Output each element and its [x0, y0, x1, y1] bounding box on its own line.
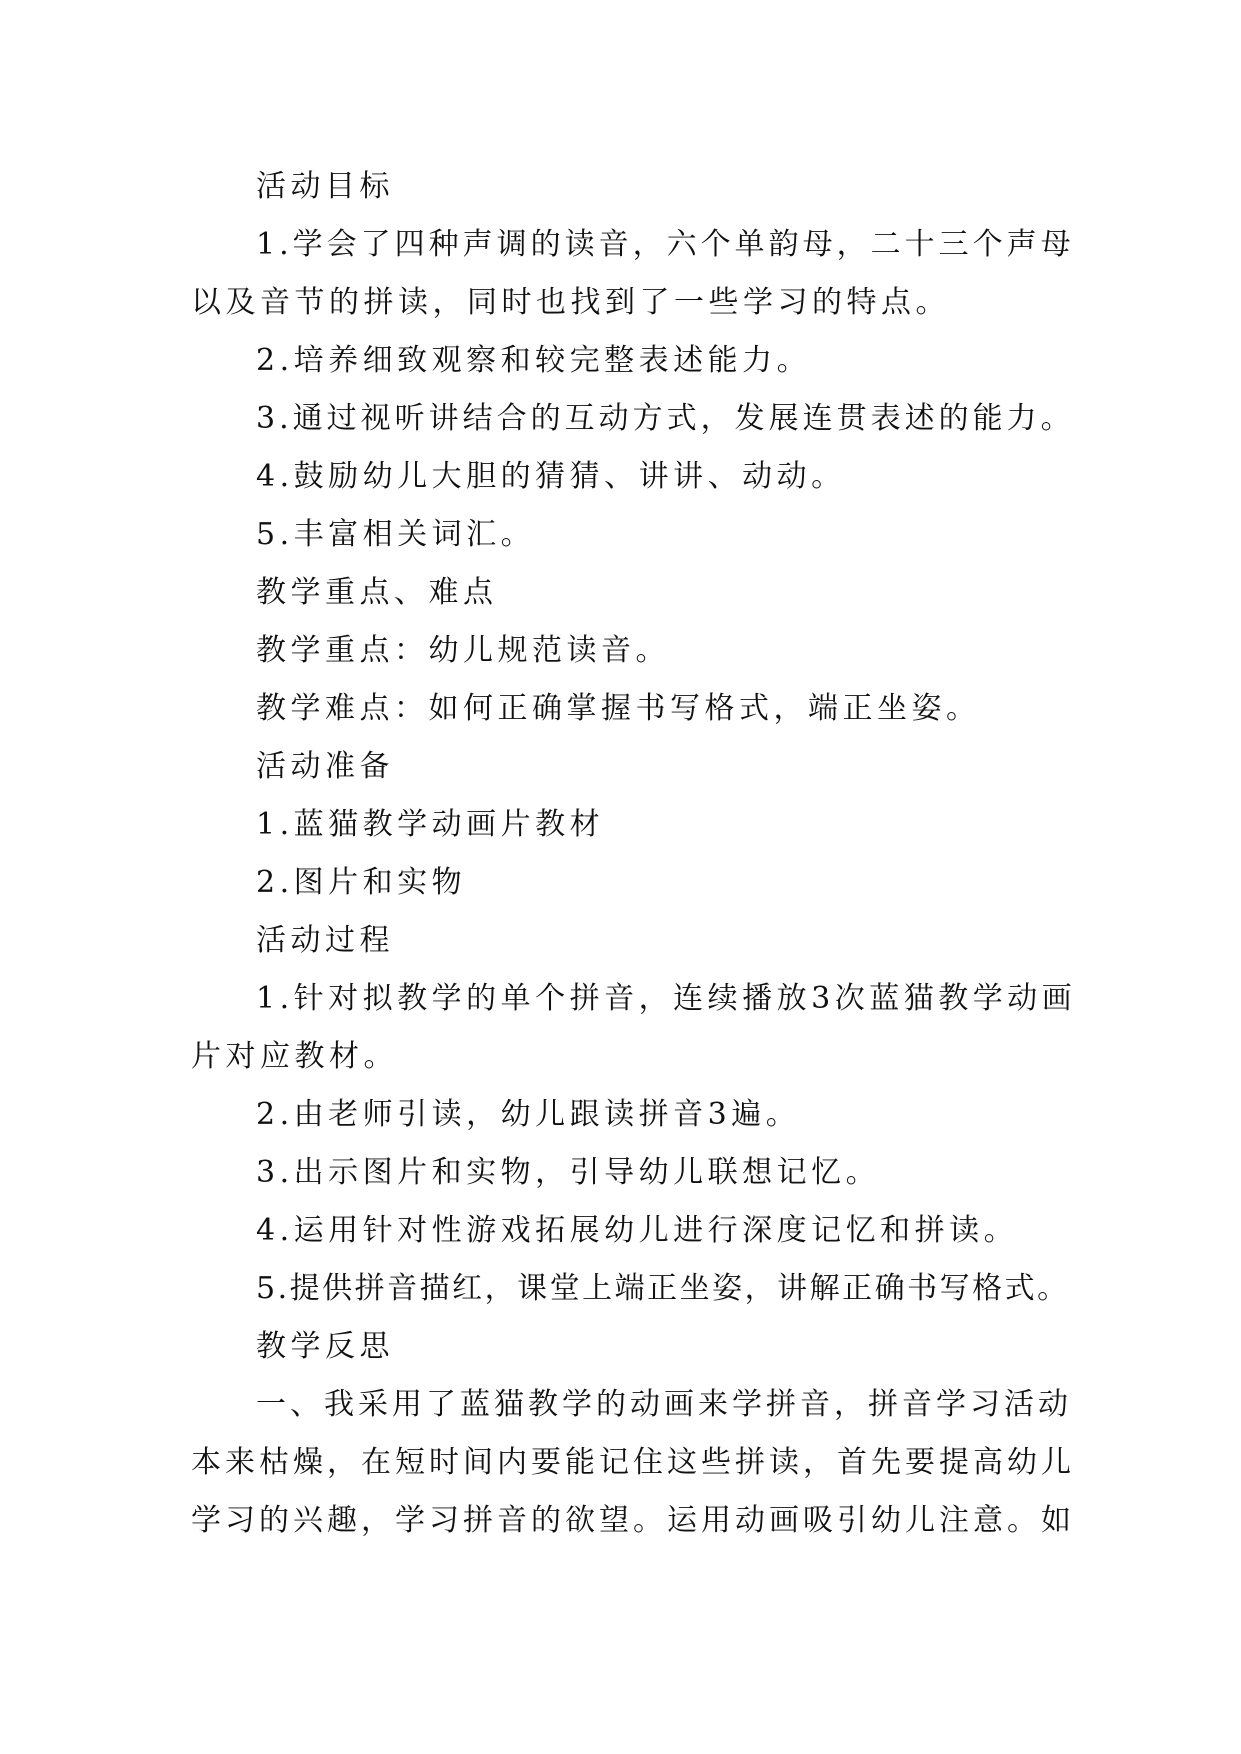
- heading-teaching-focus: 教学重点、难点: [256, 575, 498, 610]
- paragraph-line: 1.针对拟教学的单个拼音，连续播放3次蓝猫教学动画: [256, 981, 1077, 1016]
- heading-activity-process: 活动过程: [256, 923, 394, 958]
- paragraph-line: 2.培养细致观察和较完整表述能力。: [256, 343, 812, 378]
- paragraph-line: 1.蓝猫教学动画片教材: [256, 807, 605, 842]
- paragraph-line: 1.学会了四种声调的读音，六个单韵母，二十三个声母: [256, 227, 1075, 262]
- paragraph-line: 3.出示图片和实物，引导幼儿联想记忆。: [256, 1155, 881, 1190]
- paragraph-line: 4.运用针对性游戏拓展幼儿进行深度记忆和拼读。: [256, 1213, 1019, 1248]
- paragraph-line: 2.由老师引读，幼儿跟读拼音3遍。: [256, 1097, 801, 1132]
- paragraph-line: 教学重点：幼儿规范读音。: [256, 633, 670, 668]
- paragraph-line: 5.丰富相关词汇。: [256, 517, 536, 552]
- paragraph-line: 3.通过视听讲结合的互动方式，发展连贯表述的能力。: [256, 401, 1075, 436]
- heading-teaching-reflection: 教学反思: [256, 1329, 394, 1364]
- paragraph-line: 本来枯燥，在短时间内要能记住这些拼读，首先要提高幼儿: [191, 1445, 1075, 1480]
- paragraph-line: 教学难点：如何正确掌握书写格式，端正坐姿。: [256, 691, 981, 726]
- paragraph-line: 学习的兴趣，学习拼音的欲望。运用动画吸引幼儿注意。如: [191, 1503, 1075, 1538]
- heading-activity-prep: 活动准备: [256, 749, 394, 784]
- paragraph-line: 5.提供拼音描红，课堂上端正坐姿，讲解正确书写格式。: [256, 1271, 1070, 1306]
- paragraph-line: 一、我采用了蓝猫教学的动画来学拼音，拼音学习活动: [256, 1387, 1072, 1422]
- paragraph-line: 2.图片和实物: [256, 865, 467, 900]
- paragraph-line: 片对应教材。: [191, 1039, 398, 1074]
- paragraph-line: 4.鼓励幼儿大胆的猜猜、讲讲、动动。: [256, 459, 846, 494]
- paragraph-line: 以及音节的拼读，同时也找到了一些学习的特点。: [191, 285, 950, 320]
- heading-activity-goals: 活动目标: [256, 169, 394, 204]
